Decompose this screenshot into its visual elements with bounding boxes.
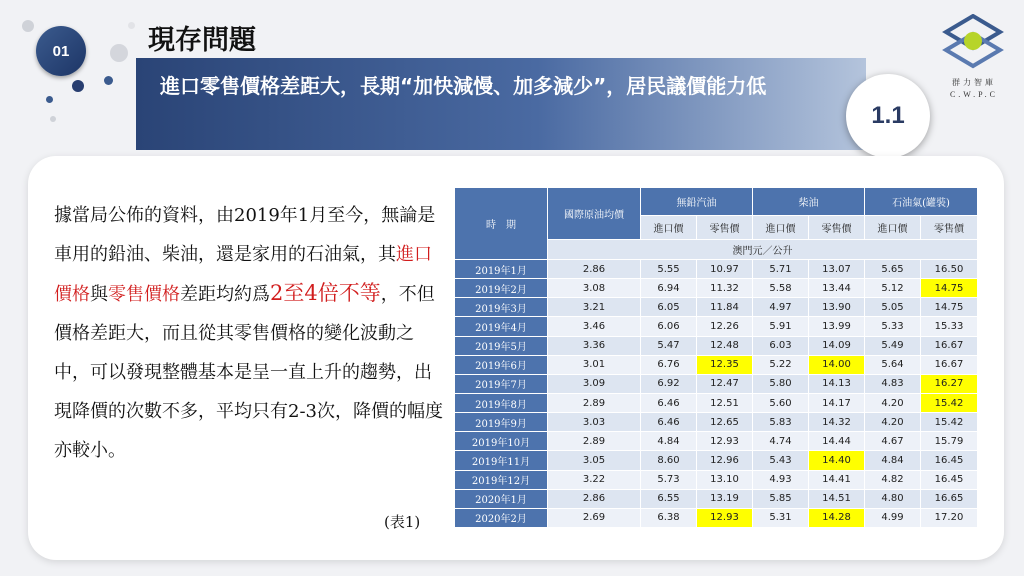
period-cell: 2019年1月 (455, 260, 548, 279)
table-row (455, 413, 978, 432)
price-cell: 4.84 (865, 451, 921, 470)
price-cell: 6.05 (641, 298, 697, 317)
price-cell: 2.86 (548, 260, 641, 279)
decor-dot (72, 80, 84, 92)
price-cell: 6.46 (641, 393, 697, 412)
price-cell: 4.99 (865, 508, 921, 527)
price-cell: 4.97 (753, 298, 809, 317)
period-cell: 2020年2月 (455, 508, 548, 527)
price-cell: 12.35 (697, 355, 753, 374)
price-cell: 6.38 (641, 508, 697, 527)
price-cell: 5.80 (753, 374, 809, 393)
table-row (455, 260, 978, 279)
price-cell: 2.69 (548, 508, 641, 527)
period-cell: 2019年8月 (455, 393, 548, 412)
price-cell: 6.55 (641, 489, 697, 508)
subheader: 零售價 (697, 216, 753, 240)
price-cell: 5.33 (865, 317, 921, 336)
price-cell: 3.46 (548, 317, 641, 336)
price-cell: 14.09 (809, 336, 865, 355)
group-header: 無鉛汽油 (641, 188, 753, 216)
price-cell: 11.84 (697, 298, 753, 317)
price-cell: 12.26 (697, 317, 753, 336)
price-cell: 14.75 (921, 279, 978, 298)
table-row (455, 317, 978, 336)
price-cell: 5.73 (641, 470, 697, 489)
price-cell: 2.89 (548, 432, 641, 451)
price-cell: 5.65 (865, 260, 921, 279)
highlight-import-price: 進口價格 (54, 244, 432, 305)
price-cell: 8.60 (641, 451, 697, 470)
price-cell: 15.42 (921, 393, 978, 412)
price-cell: 13.10 (697, 470, 753, 489)
price-cell: 2.86 (548, 489, 641, 508)
price-cell: 12.47 (697, 374, 753, 393)
price-cell: 5.91 (753, 317, 809, 336)
body-paragraph (54, 196, 446, 470)
highlight-ratio: 2至4倍不等 (270, 281, 381, 305)
price-cell: 11.32 (697, 279, 753, 298)
price-cell: 5.85 (753, 489, 809, 508)
price-cell: 5.43 (753, 451, 809, 470)
logo-name-en: C.W.P.C (949, 90, 999, 99)
price-cell: 12.93 (697, 432, 753, 451)
highlight-retail-price: 零售價格 (108, 284, 180, 305)
price-cell: 3.08 (548, 279, 641, 298)
subtitle-banner (136, 58, 866, 150)
price-cell: 14.75 (921, 298, 978, 317)
price-cell: 16.50 (921, 260, 978, 279)
price-cell: 4.80 (865, 489, 921, 508)
price-cell: 14.28 (809, 508, 865, 527)
price-cell: 4.20 (865, 413, 921, 432)
period-cell: 2019年12月 (455, 470, 548, 489)
body-text: 差距均約爲 (180, 284, 270, 305)
logo-icon (938, 14, 1008, 74)
price-cell: 15.79 (921, 432, 978, 451)
price-cell: 4.82 (865, 470, 921, 489)
price-cell: 16.45 (921, 470, 978, 489)
section-badge: 01 (36, 26, 86, 76)
table-row (455, 470, 978, 489)
table-row (455, 432, 978, 451)
price-cell: 12.48 (697, 336, 753, 355)
period-cell: 2019年9月 (455, 413, 548, 432)
price-cell: 3.03 (548, 413, 641, 432)
price-cell: 4.93 (753, 470, 809, 489)
price-cell: 5.12 (865, 279, 921, 298)
table-row (455, 355, 978, 374)
price-cell: 6.94 (641, 279, 697, 298)
price-cell: 3.36 (548, 336, 641, 355)
price-cell: 12.93 (697, 508, 753, 527)
price-cell: 16.45 (921, 451, 978, 470)
unit-label: 澳門元／公升 (548, 240, 978, 260)
price-cell: 16.67 (921, 336, 978, 355)
period-header: 時 期 (455, 188, 548, 260)
price-cell: 4.84 (641, 432, 697, 451)
table-row (455, 336, 978, 355)
price-cell: 5.49 (865, 336, 921, 355)
group-header: 石油氣(罐裝) (865, 188, 978, 216)
price-cell: 3.21 (548, 298, 641, 317)
price-cell: 3.01 (548, 355, 641, 374)
subheader: 進口價 (753, 216, 809, 240)
price-cell: 14.51 (809, 489, 865, 508)
crude-header: 國際原油均價 (548, 188, 641, 240)
period-cell: 2019年4月 (455, 317, 548, 336)
price-cell: 5.31 (753, 508, 809, 527)
price-cell: 16.27 (921, 374, 978, 393)
period-cell: 2020年1月 (455, 489, 548, 508)
period-cell: 2019年3月 (455, 298, 548, 317)
page-title: 現存問題 (148, 25, 256, 56)
body-text: 與 (90, 284, 108, 305)
price-cell: 6.06 (641, 317, 697, 336)
price-cell: 4.74 (753, 432, 809, 451)
table-row (455, 279, 978, 298)
price-cell: 5.83 (753, 413, 809, 432)
table-row (455, 489, 978, 508)
fuel-price-table (454, 187, 978, 528)
table-body (455, 260, 978, 528)
price-cell: 12.96 (697, 451, 753, 470)
table-row (455, 508, 978, 527)
price-cell: 6.76 (641, 355, 697, 374)
group-header: 柴油 (753, 188, 865, 216)
period-cell: 2019年2月 (455, 279, 548, 298)
price-cell: 5.55 (641, 260, 697, 279)
price-cell: 14.41 (809, 470, 865, 489)
price-cell: 5.60 (753, 393, 809, 412)
price-cell: 12.65 (697, 413, 753, 432)
price-cell: 14.32 (809, 413, 865, 432)
body-text: 據當局公佈的資料，由2019年1月至今，無論是車用的鉛油、柴油，還是家用的石油氣，其 (54, 205, 436, 265)
price-cell: 5.22 (753, 355, 809, 374)
table-row (455, 451, 978, 470)
price-cell: 4.83 (865, 374, 921, 393)
price-cell: 4.20 (865, 393, 921, 412)
price-cell: 13.99 (809, 317, 865, 336)
price-cell: 3.22 (548, 470, 641, 489)
decor-dot (128, 22, 135, 29)
decor-dot (104, 76, 113, 85)
logo-name-cn: 群力智庫 (952, 78, 996, 87)
table-row (455, 393, 978, 412)
table-row (455, 298, 978, 317)
price-cell: 14.44 (809, 432, 865, 451)
price-cell: 5.05 (865, 298, 921, 317)
price-cell: 5.47 (641, 336, 697, 355)
price-cell: 14.40 (809, 451, 865, 470)
decor-dot (50, 116, 56, 122)
price-cell: 13.44 (809, 279, 865, 298)
decor-dot (46, 96, 53, 103)
table-row (455, 374, 978, 393)
body-text: ，不但價格差距大，而且從其零售價格的變化波動之中，可以發現整體基本是呈一直上升的趨勢，出現降價的次數不多，平均只有2-3次，降價的幅度亦較小。 (54, 284, 443, 461)
period-cell: 2019年10月 (455, 432, 548, 451)
decor-dot (110, 44, 128, 62)
period-cell: 2019年5月 (455, 336, 548, 355)
price-cell: 2.89 (548, 393, 641, 412)
price-cell: 6.46 (641, 413, 697, 432)
price-cell: 10.97 (697, 260, 753, 279)
price-cell: 16.67 (921, 355, 978, 374)
price-cell: 14.13 (809, 374, 865, 393)
price-cell: 14.00 (809, 355, 865, 374)
price-cell: 5.58 (753, 279, 809, 298)
price-cell: 13.19 (697, 489, 753, 508)
price-cell: 15.42 (921, 413, 978, 432)
price-cell: 17.20 (921, 508, 978, 527)
subtitle-text: 進口零售價格差距大，長期“加快減慢、加多減少”，居民議價能力低 (160, 74, 767, 98)
price-cell: 6.92 (641, 374, 697, 393)
decor-dot (22, 20, 34, 32)
subheader: 進口價 (641, 216, 697, 240)
price-cell: 14.17 (809, 393, 865, 412)
subheader: 進口價 (865, 216, 921, 240)
subheader: 零售價 (921, 216, 978, 240)
price-cell: 12.51 (697, 393, 753, 412)
price-cell: 13.90 (809, 298, 865, 317)
price-cell: 5.64 (865, 355, 921, 374)
subheader: 零售價 (809, 216, 865, 240)
period-cell: 2019年11月 (455, 451, 548, 470)
price-cell: 5.71 (753, 260, 809, 279)
price-cell: 6.03 (753, 336, 809, 355)
price-cell: 16.65 (921, 489, 978, 508)
price-cell: 13.07 (809, 260, 865, 279)
table-caption: (表1) (384, 513, 421, 531)
section-number-badge: 1.1 (846, 74, 930, 158)
period-cell: 2019年6月 (455, 355, 548, 374)
period-cell: 2019年7月 (455, 374, 548, 393)
price-cell: 15.33 (921, 317, 978, 336)
price-cell: 3.05 (548, 451, 641, 470)
price-cell: 4.67 (865, 432, 921, 451)
price-cell: 3.09 (548, 374, 641, 393)
